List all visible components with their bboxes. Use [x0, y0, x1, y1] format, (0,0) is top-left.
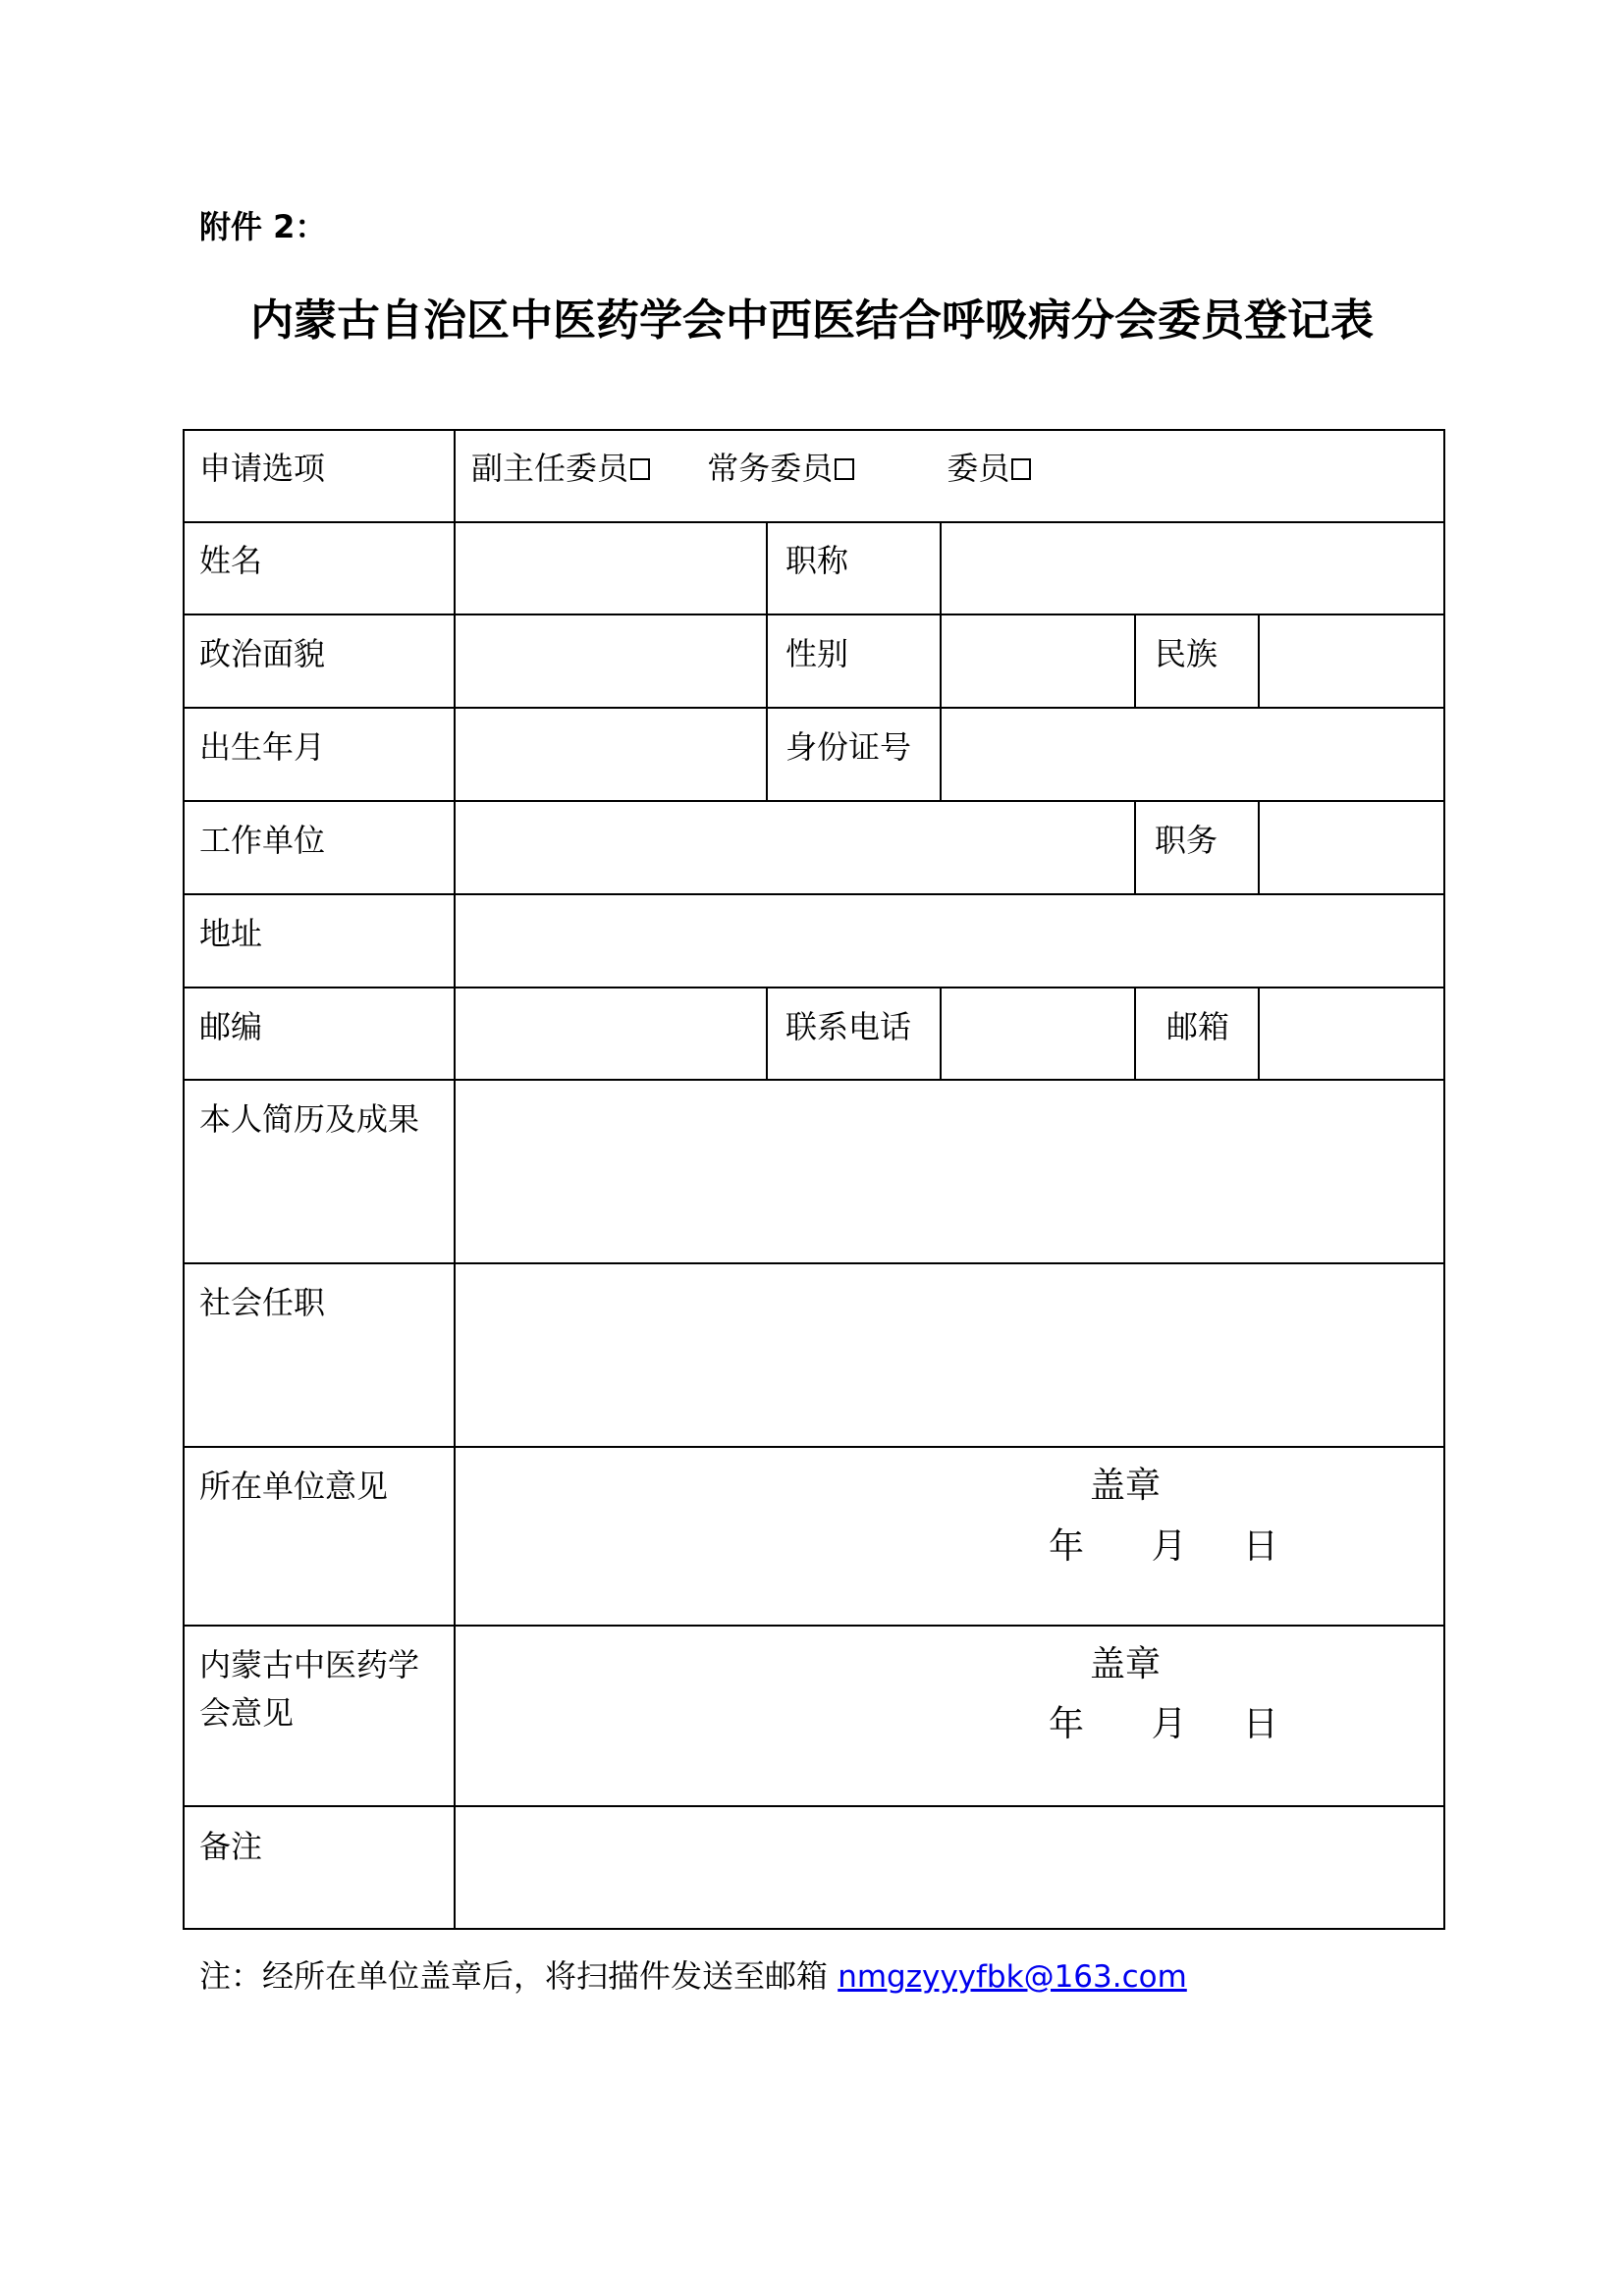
gender-label: 性别 [785, 635, 849, 672]
row-divider [183, 1446, 1445, 1448]
option-standing-member[interactable]: 常务委员 [707, 450, 854, 487]
checkbox-icon[interactable] [630, 458, 650, 480]
col-divider [1134, 614, 1136, 707]
position-label: 职务 [1155, 822, 1218, 859]
social-positions-label: 社会任职 [199, 1284, 326, 1321]
resume-label: 本人简历及成果 [199, 1100, 420, 1138]
apply-options [471, 451, 1078, 486]
col-divider [1258, 614, 1260, 707]
row-divider [183, 614, 1445, 615]
row-divider [183, 1262, 1445, 1264]
row-divider [183, 1079, 1445, 1081]
col-divider [1134, 800, 1136, 893]
option-member[interactable]: 委员 [947, 450, 1031, 487]
row-divider [183, 987, 1445, 988]
seal-text: 盖章 [1090, 1466, 1162, 1506]
checkbox-icon[interactable] [1011, 458, 1031, 480]
row-divider [183, 1625, 1445, 1627]
col-divider [1258, 800, 1260, 893]
col-divider [454, 429, 456, 1930]
row-divider [183, 800, 1445, 802]
col-divider [1134, 987, 1136, 1079]
postcode-label: 邮编 [199, 1008, 263, 1045]
row-divider [183, 521, 1445, 523]
col-divider [766, 987, 768, 1079]
professional-title-label: 职称 [785, 542, 849, 579]
date-text: 年 月 日 [1049, 1704, 1278, 1744]
attachment-label: 附件 2： [199, 208, 327, 245]
footnote-text: 注：经所在单位盖章后，将扫描件发送至邮箱 [199, 1957, 839, 1995]
row-divider [183, 893, 1445, 895]
option-vice-director[interactable]: 副主任委员 [471, 450, 650, 487]
footnote [199, 1951, 1187, 1997]
checkbox-icon[interactable] [835, 458, 854, 480]
col-divider [766, 521, 768, 800]
apply-option-label: 申请选项 [199, 450, 326, 487]
id-number-label: 身份证号 [785, 728, 912, 766]
birth-date-label: 出生年月 [199, 728, 326, 766]
row-divider [183, 1805, 1445, 1807]
society-opinion-label-line1: 内蒙古中医药学 [199, 1646, 420, 1683]
col-divider [940, 987, 942, 1079]
address-label: 地址 [199, 915, 263, 952]
workplace-label: 工作单位 [199, 822, 326, 859]
political-status-label: 政治面貌 [199, 635, 326, 672]
ethnicity-label: 民族 [1155, 635, 1218, 672]
col-divider [1258, 987, 1260, 1079]
email-link[interactable]: nmgzyyyfbk@163.com [838, 1959, 1187, 1995]
row-divider [183, 707, 1445, 709]
date-text: 年 月 日 [1049, 1526, 1278, 1567]
email-label: 邮箱 [1166, 1008, 1230, 1045]
remarks-label: 备注 [199, 1828, 263, 1865]
page-title: 内蒙古自治区中医药学会中西医结合呼吸病分会委员登记表 [250, 295, 1374, 346]
unit-opinion-label: 所在单位意见 [199, 1468, 389, 1505]
col-divider [940, 521, 942, 800]
phone-label: 联系电话 [785, 1008, 912, 1045]
name-label: 姓名 [199, 542, 263, 579]
society-opinion-label-line2: 会意见 [199, 1694, 295, 1732]
seal-text: 盖章 [1090, 1644, 1162, 1684]
